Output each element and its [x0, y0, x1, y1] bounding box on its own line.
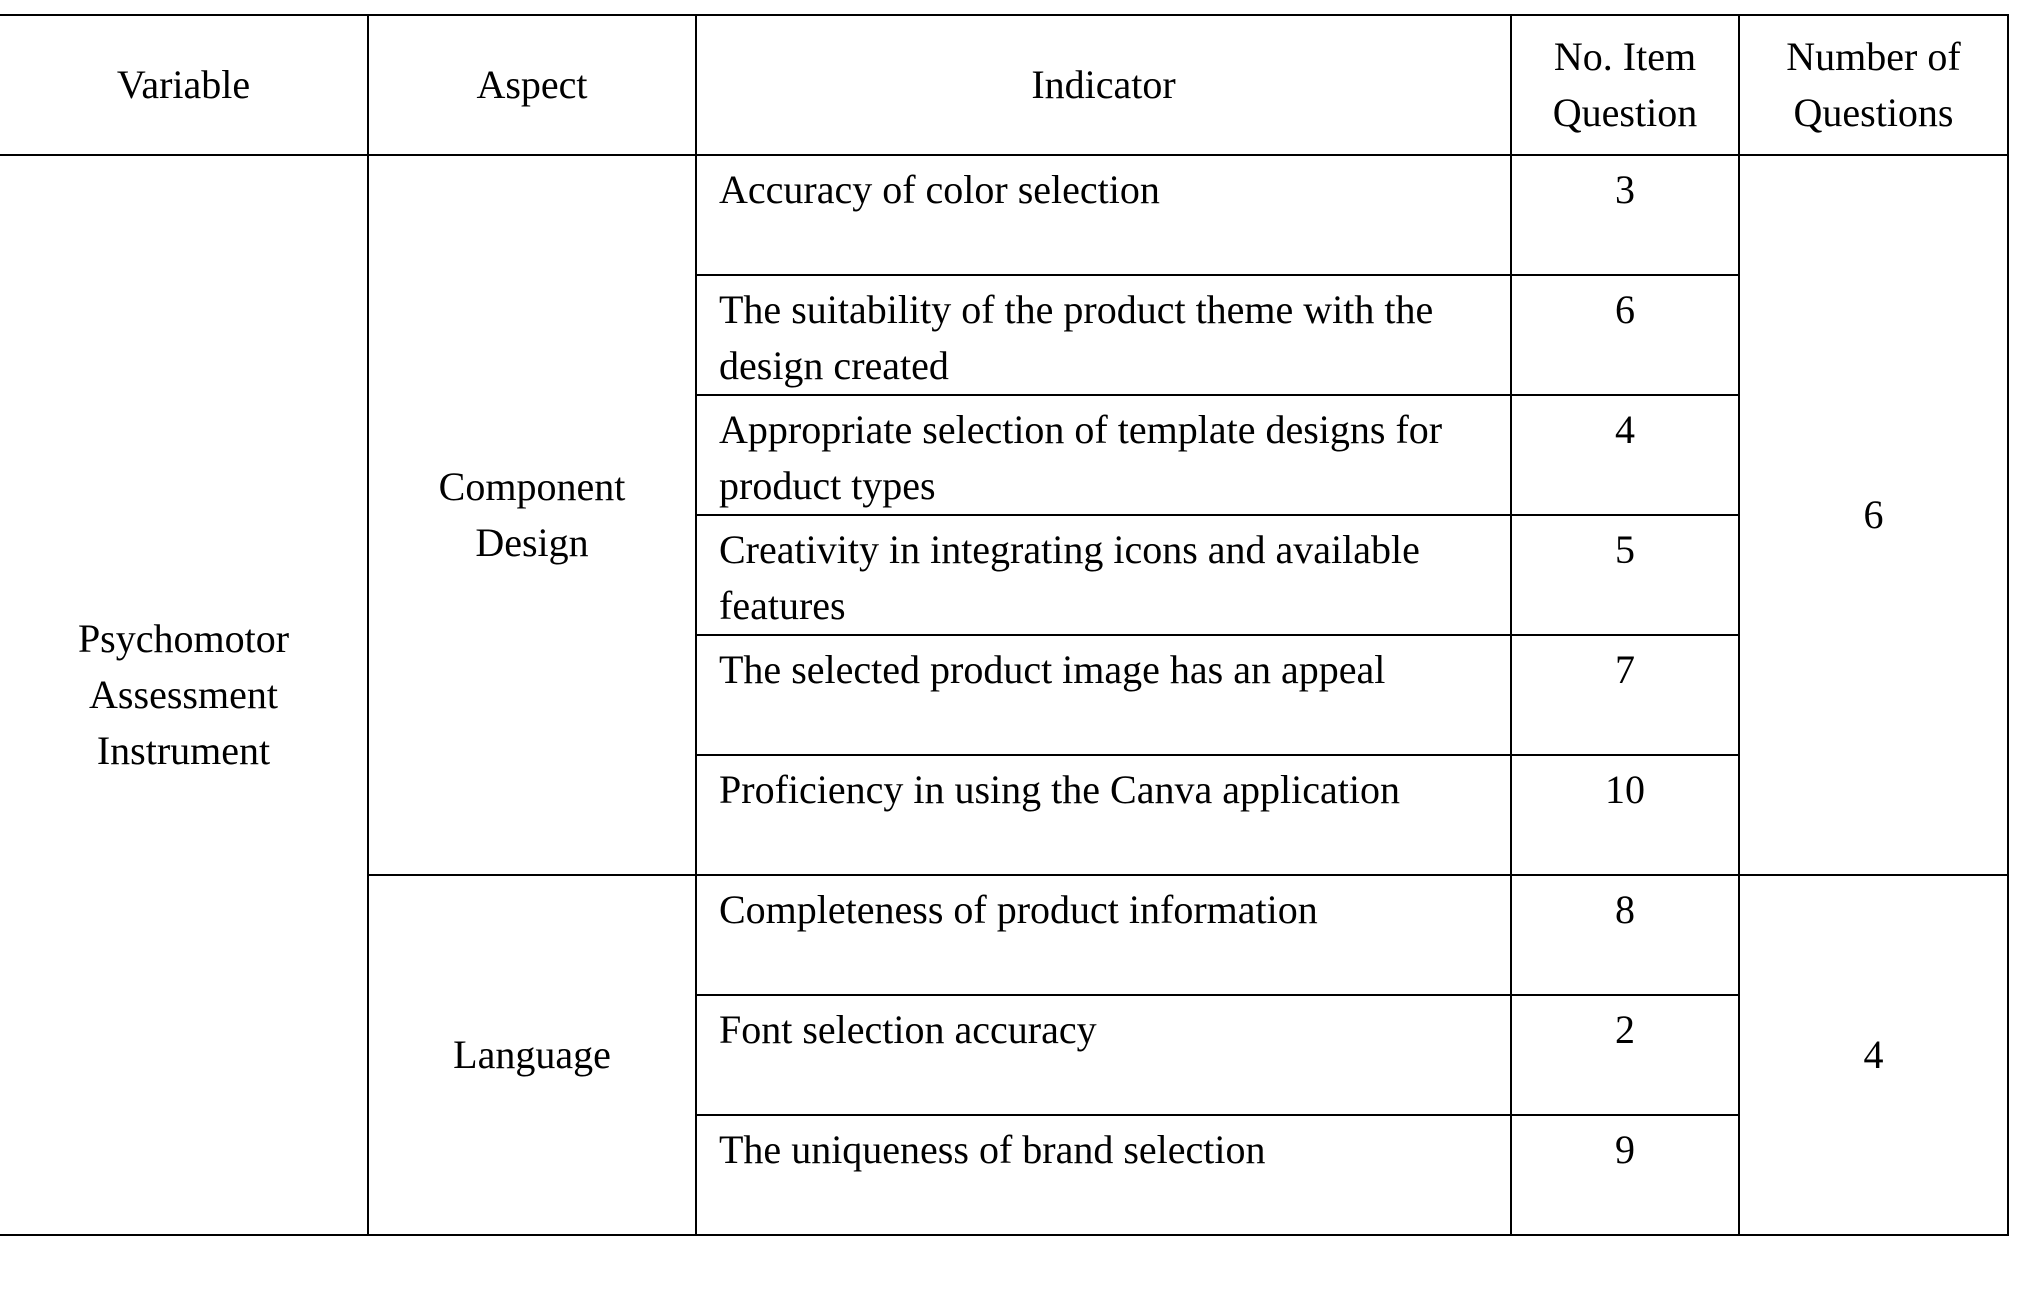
header-item-no — [1511, 15, 1739, 155]
header-indicator: Indicator — [696, 15, 1511, 155]
indicator-cell: Font selection accuracy — [696, 995, 1511, 1115]
aspect-cell-language: Language — [368, 875, 696, 1235]
count-cell-component-design: 6 — [1739, 155, 2008, 875]
indicator-cell: Proficiency in using the Canva application — [696, 755, 1511, 875]
indicator-cell: The uniqueness of brand selection — [696, 1115, 1511, 1235]
indicator-cell: The suitability of the product theme with the design created — [696, 275, 1511, 395]
item-no-cell: 7 — [1511, 635, 1739, 755]
aspect-text: Component Design — [438, 464, 626, 565]
indicator-cell: Completeness of product information — [696, 875, 1511, 995]
assessment-table — [0, 14, 2009, 1236]
item-no-cell: 2 — [1511, 995, 1739, 1115]
aspect-cell-component-design — [368, 155, 696, 875]
header-variable: Variable — [0, 15, 368, 155]
indicator-cell: Creativity in integrating icons and available features — [696, 515, 1511, 635]
item-no-cell: 4 — [1511, 395, 1739, 515]
header-item-no-text: No. Item Question — [1552, 34, 1698, 135]
count-cell-language: 4 — [1739, 875, 2008, 1235]
variable-text: Psychomotor Assessment Instrument — [77, 616, 290, 773]
table-row — [0, 155, 2008, 275]
item-no-cell: 9 — [1511, 1115, 1739, 1235]
indicator-cell: Accuracy of color selection — [696, 155, 1511, 275]
item-no-cell: 3 — [1511, 155, 1739, 275]
header-aspect: Aspect — [368, 15, 696, 155]
item-no-cell: 10 — [1511, 755, 1739, 875]
item-no-cell: 8 — [1511, 875, 1739, 995]
header-count-text: Number of Questions — [1786, 34, 1961, 135]
indicator-cell: Appropriate selection of template designs for product types — [696, 395, 1511, 515]
indicator-cell: The selected product image has an appeal — [696, 635, 1511, 755]
header-row — [0, 15, 2008, 155]
item-no-cell: 5 — [1511, 515, 1739, 635]
variable-cell — [0, 155, 368, 1235]
item-no-cell: 6 — [1511, 275, 1739, 395]
header-count — [1739, 15, 2008, 155]
